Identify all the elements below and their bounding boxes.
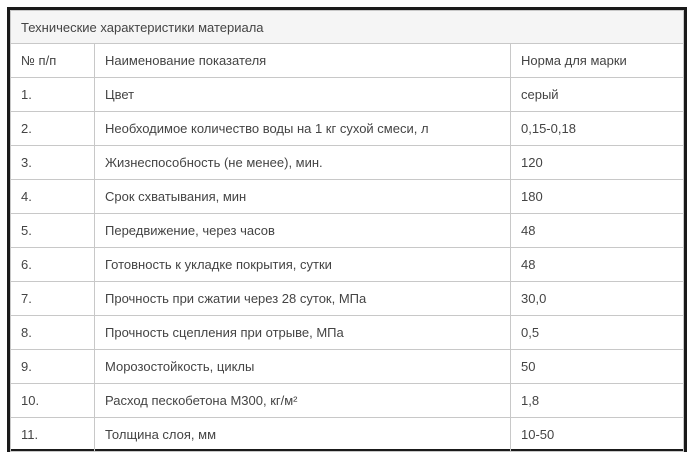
row-number: 6. xyxy=(11,248,95,282)
table-caption: Технические характеристики материала xyxy=(11,11,684,44)
header-indicator: Наименование показателя xyxy=(95,44,511,78)
header-norm: Норма для марки xyxy=(511,44,684,78)
row-number: 8. xyxy=(11,316,95,350)
row-norm: 50 xyxy=(511,350,684,384)
table-row xyxy=(11,146,684,180)
row-number: 4. xyxy=(11,180,95,214)
spec-table-frame xyxy=(7,7,687,452)
row-indicator: Необходимое количество воды на 1 кг сухой смеси, л xyxy=(95,112,511,146)
row-norm: 0,5 xyxy=(511,316,684,350)
table-row xyxy=(11,180,684,214)
row-number: 9. xyxy=(11,350,95,384)
row-indicator: Цвет xyxy=(95,78,511,112)
table-header-row xyxy=(11,44,684,78)
row-norm: 180 xyxy=(511,180,684,214)
row-number: 3. xyxy=(11,146,95,180)
row-indicator: Передвижение, через часов xyxy=(95,214,511,248)
row-indicator: Толщина слоя, мм xyxy=(95,418,511,452)
table-row xyxy=(11,282,684,316)
row-number: 2. xyxy=(11,112,95,146)
row-indicator: Расход пескобетона М300, кг/м² xyxy=(95,384,511,418)
row-norm: 1,8 xyxy=(511,384,684,418)
row-indicator: Готовность к укладке покрытия, сутки xyxy=(95,248,511,282)
row-indicator: Морозостойкость, циклы xyxy=(95,350,511,384)
table-caption-row xyxy=(11,11,684,44)
row-norm: 48 xyxy=(511,248,684,282)
table-row xyxy=(11,214,684,248)
table-row xyxy=(11,418,684,452)
table-row xyxy=(11,112,684,146)
table-row xyxy=(11,78,684,112)
table-row xyxy=(11,316,684,350)
row-number: 11. xyxy=(11,418,95,452)
row-norm: 48 xyxy=(511,214,684,248)
row-number: 5. xyxy=(11,214,95,248)
row-norm: серый xyxy=(511,78,684,112)
header-number: № п/п xyxy=(11,44,95,78)
table-row xyxy=(11,350,684,384)
table-row xyxy=(11,248,684,282)
table-row xyxy=(11,384,684,418)
row-number: 1. xyxy=(11,78,95,112)
row-norm: 0,15-0,18 xyxy=(511,112,684,146)
row-norm: 120 xyxy=(511,146,684,180)
row-indicator: Прочность сцепления при отрыве, МПа xyxy=(95,316,511,350)
row-indicator: Жизнеспособность (не менее), мин. xyxy=(95,146,511,180)
row-number: 10. xyxy=(11,384,95,418)
row-number: 7. xyxy=(11,282,95,316)
row-indicator: Прочность при сжатии через 28 суток, МПа xyxy=(95,282,511,316)
row-indicator: Срок схватывания, мин xyxy=(95,180,511,214)
row-norm: 10-50 xyxy=(511,418,684,452)
spec-table xyxy=(10,10,684,452)
row-norm: 30,0 xyxy=(511,282,684,316)
